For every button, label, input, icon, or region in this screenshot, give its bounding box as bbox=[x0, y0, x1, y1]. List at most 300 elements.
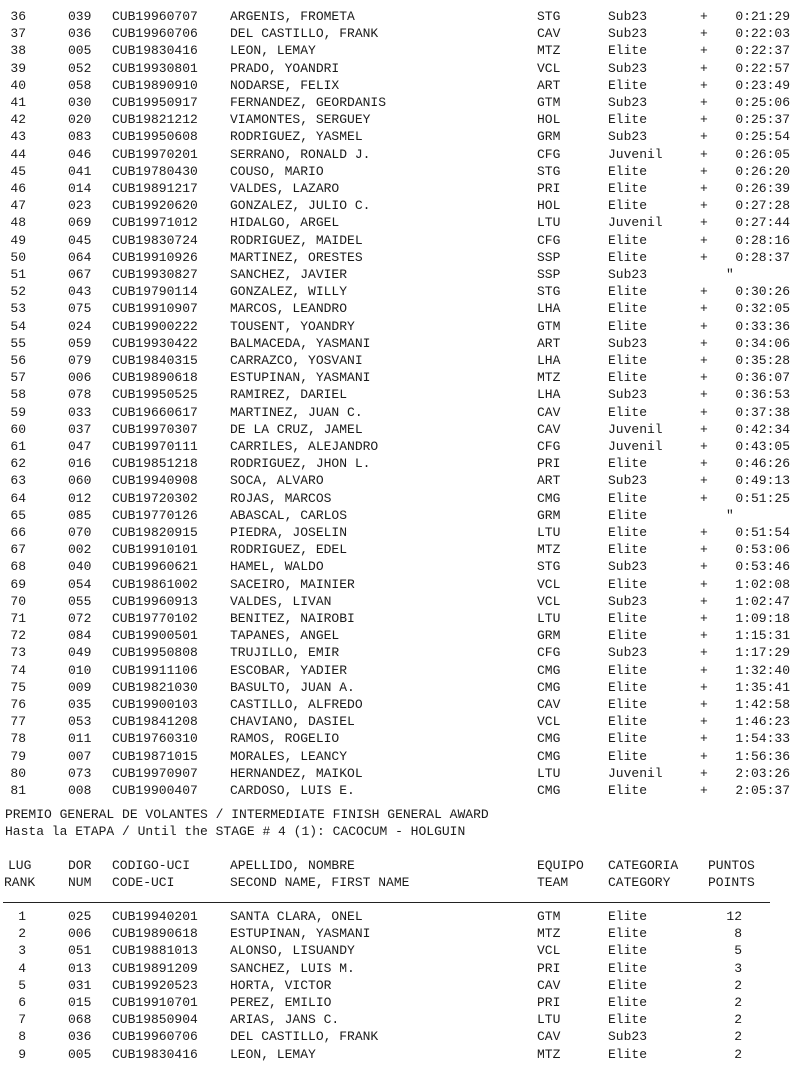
category: Elite bbox=[608, 77, 648, 93]
gap-time: 1:46:23 bbox=[735, 714, 790, 730]
gap-time: 0:25:54 bbox=[735, 129, 790, 145]
gap-time: 1:17:29 bbox=[735, 645, 790, 661]
bib: 049 bbox=[68, 645, 92, 661]
uci-code: CUB19940908 bbox=[112, 473, 198, 489]
team: CAV bbox=[537, 977, 561, 993]
rider-name: RODRIGUEZ, YASMEL bbox=[230, 129, 363, 145]
category: Elite bbox=[608, 662, 648, 678]
team: CAV bbox=[537, 421, 561, 437]
uci-code: CUB19900222 bbox=[112, 318, 198, 334]
gap-time: 1:32:40 bbox=[735, 662, 790, 678]
rank: 45 bbox=[10, 163, 26, 179]
rider-name: HERNANDEZ, MAIKOL bbox=[230, 765, 363, 781]
bib: 035 bbox=[68, 697, 92, 712]
category: Elite bbox=[608, 318, 648, 334]
points: 2 bbox=[734, 1046, 742, 1062]
rank: 64 bbox=[10, 490, 26, 506]
gap-sign: + bbox=[700, 611, 708, 626]
uci-code: CUB19950525 bbox=[112, 387, 198, 403]
rank: 47 bbox=[10, 198, 26, 214]
rank: 73 bbox=[10, 645, 26, 661]
team: CMG bbox=[537, 490, 561, 506]
rank: 57 bbox=[10, 370, 26, 386]
gap-sign: + bbox=[700, 421, 708, 437]
rider-name: SANCHEZ, JAVIER bbox=[230, 267, 348, 282]
gap-sign: + bbox=[700, 198, 708, 214]
bib: 053 bbox=[68, 714, 92, 730]
uci-code: CUB19960706 bbox=[112, 26, 198, 42]
uci-code: CUB19891217 bbox=[112, 181, 198, 196]
rider-name: ESTUPINAN, YASMANI bbox=[230, 926, 371, 942]
rider-name: MARTINEZ, ORESTES bbox=[230, 249, 363, 265]
gap-time: 2:03:26 bbox=[735, 765, 790, 781]
gap-time: 0:53:46 bbox=[735, 559, 790, 575]
bib: 037 bbox=[68, 421, 92, 437]
gap-time: 1:54:33 bbox=[735, 731, 790, 747]
bib: 079 bbox=[68, 353, 92, 368]
rank: 4 bbox=[18, 960, 26, 976]
gap-time: 0:21:29 bbox=[735, 9, 790, 24]
gap-sign: + bbox=[700, 387, 708, 403]
rank: 7 bbox=[18, 1012, 26, 1028]
uci-code: CUB19900501 bbox=[112, 628, 198, 644]
rider-name: DE LA CRUZ, JAMEL bbox=[230, 421, 363, 437]
uci-code: CUB19970907 bbox=[112, 765, 198, 781]
category: Elite bbox=[608, 748, 648, 764]
gap-time: 1:56:36 bbox=[735, 748, 790, 764]
team: STG bbox=[537, 559, 561, 575]
rank: 67 bbox=[10, 542, 26, 558]
bib: 046 bbox=[68, 146, 92, 162]
team: CMG bbox=[537, 662, 561, 678]
category: Sub23 bbox=[608, 9, 648, 24]
uci-code: CUB19881013 bbox=[112, 943, 198, 959]
category: Elite bbox=[608, 181, 648, 196]
gap-time: 0:34:06 bbox=[735, 335, 790, 351]
rider-name: DEL CASTILLO, FRANK bbox=[230, 26, 379, 42]
bib: 014 bbox=[68, 181, 92, 196]
team: PRI bbox=[537, 181, 561, 196]
gap-time: 0:37:38 bbox=[735, 404, 790, 420]
bib: 069 bbox=[68, 215, 92, 231]
rider-name: TRUJILLO, EMIR bbox=[230, 645, 340, 661]
gap-sign: + bbox=[700, 181, 708, 196]
bib: 033 bbox=[68, 404, 92, 420]
points: 2 bbox=[734, 977, 742, 993]
rider-name: PEREZ, EMILIO bbox=[230, 995, 332, 1010]
team: VCL bbox=[537, 714, 561, 730]
category: Elite bbox=[608, 611, 648, 626]
category: Sub23 bbox=[608, 559, 648, 575]
gap-sign: + bbox=[700, 404, 708, 420]
bib: 005 bbox=[68, 43, 92, 59]
category: Elite bbox=[608, 163, 648, 179]
team: CFG bbox=[537, 146, 561, 162]
gap-sign: + bbox=[700, 490, 708, 506]
uci-code: CUB19770126 bbox=[112, 507, 198, 523]
uci-code: CUB19960621 bbox=[112, 559, 198, 575]
category: Elite bbox=[608, 926, 648, 942]
gap-sign: + bbox=[700, 318, 708, 334]
team: GTM bbox=[537, 318, 561, 334]
points: 2 bbox=[734, 1012, 742, 1028]
category: Elite bbox=[608, 370, 648, 386]
uci-code: CUB19970307 bbox=[112, 421, 198, 437]
team: MTZ bbox=[537, 1046, 561, 1062]
category: Sub23 bbox=[608, 593, 648, 609]
rider-name: SOCA, ALVARO bbox=[230, 473, 324, 489]
rank: 56 bbox=[10, 353, 26, 368]
uci-code: CUB19830724 bbox=[112, 232, 198, 248]
bib: 084 bbox=[68, 628, 92, 644]
bib: 036 bbox=[68, 1029, 92, 1045]
rank: 6 bbox=[18, 995, 26, 1010]
bib: 007 bbox=[68, 748, 92, 764]
team: CFG bbox=[537, 645, 561, 661]
rider-name: MARTINEZ, JUAN C. bbox=[230, 404, 363, 420]
team: ART bbox=[537, 77, 561, 93]
gap-time: 0:36:07 bbox=[735, 370, 790, 386]
uci-code: CUB19660617 bbox=[112, 404, 198, 420]
bib: 015 bbox=[68, 995, 92, 1010]
bib: 083 bbox=[68, 129, 92, 145]
team: MTZ bbox=[537, 43, 561, 59]
uci-code: CUB19890910 bbox=[112, 77, 198, 93]
gap-time: 0:25:37 bbox=[735, 112, 790, 128]
gap-time: 2:05:37 bbox=[735, 783, 790, 798]
uci-code: CUB19821030 bbox=[112, 679, 198, 695]
gap-time: 0:22:03 bbox=[735, 26, 790, 42]
rank: 71 bbox=[10, 611, 26, 626]
gap-time: 0:26:39 bbox=[735, 181, 790, 196]
rank: 38 bbox=[10, 43, 26, 59]
category: Elite bbox=[608, 977, 648, 993]
uci-code: CUB19790114 bbox=[112, 284, 198, 300]
gap-time: " bbox=[726, 267, 734, 282]
gap-sign: + bbox=[700, 26, 708, 42]
team: CMG bbox=[537, 679, 561, 695]
gap-time: 0:43:05 bbox=[735, 439, 790, 454]
rider-name: GONZALEZ, JULIO C. bbox=[230, 198, 371, 214]
rank: 46 bbox=[10, 181, 26, 196]
uci-code: CUB19940201 bbox=[112, 909, 198, 924]
gap-time: 1:35:41 bbox=[735, 679, 790, 695]
bib: 064 bbox=[68, 249, 92, 265]
bib: 058 bbox=[68, 77, 92, 93]
gap-time: 0:51:25 bbox=[735, 490, 790, 506]
rider-name: LEON, LEMAY bbox=[230, 43, 316, 59]
category: Elite bbox=[608, 714, 648, 730]
category: Elite bbox=[608, 1012, 648, 1028]
bib: 052 bbox=[68, 60, 92, 76]
rank: 68 bbox=[10, 559, 26, 575]
rank: 50 bbox=[10, 249, 26, 265]
gap-sign: + bbox=[700, 43, 708, 59]
uci-code: CUB19960707 bbox=[112, 9, 198, 24]
gap-time: 0:36:53 bbox=[735, 387, 790, 403]
category: Elite bbox=[608, 490, 648, 506]
team: MTZ bbox=[537, 370, 561, 386]
gap-sign: + bbox=[700, 593, 708, 609]
gap-time: " bbox=[726, 507, 734, 523]
header-team-es: EQUIPO bbox=[537, 858, 584, 873]
category: Elite bbox=[608, 909, 648, 924]
award-title: PREMIO GENERAL DE VOLANTES / INTERMEDIATE FINISH GENERAL AWARD bbox=[5, 807, 489, 822]
rider-name: ARGENIS, FROMETA bbox=[230, 9, 355, 24]
team: LHA bbox=[537, 301, 561, 317]
rider-name: BALMACEDA, YASMANI bbox=[230, 335, 371, 351]
gap-time: 0:28:16 bbox=[735, 232, 790, 248]
uci-code: CUB19950608 bbox=[112, 129, 198, 145]
rider-name: MORALES, LEANCY bbox=[230, 748, 348, 764]
team: LTU bbox=[537, 215, 561, 231]
team: PRI bbox=[537, 995, 561, 1010]
gap-sign: + bbox=[700, 112, 708, 128]
rank: 78 bbox=[10, 731, 26, 747]
category: Elite bbox=[608, 943, 648, 959]
rider-name: RAMIREZ, DARIEL bbox=[230, 387, 348, 403]
points: 5 bbox=[734, 943, 742, 959]
rider-name: RODRIGUEZ, EDEL bbox=[230, 542, 348, 558]
bib: 025 bbox=[68, 909, 92, 924]
rank: 8 bbox=[18, 1029, 26, 1045]
points: 8 bbox=[734, 926, 742, 942]
gap-sign: + bbox=[700, 748, 708, 764]
gap-time: 0:23:49 bbox=[735, 77, 790, 93]
rider-name: PIEDRA, JOSELIN bbox=[230, 525, 348, 540]
rider-name: MARCOS, LEANDRO bbox=[230, 301, 348, 317]
rank: 39 bbox=[10, 60, 26, 76]
uci-code: CUB19820915 bbox=[112, 525, 198, 540]
uci-code: CUB19840315 bbox=[112, 353, 198, 368]
uci-code: CUB19930422 bbox=[112, 335, 198, 351]
uci-code: CUB19960706 bbox=[112, 1029, 198, 1045]
points: 2 bbox=[734, 995, 742, 1010]
gap-sign: + bbox=[700, 370, 708, 386]
award-header-en bbox=[0, 874, 755, 891]
bib: 054 bbox=[68, 576, 92, 592]
gap-sign: + bbox=[700, 335, 708, 351]
category: Juvenil bbox=[608, 439, 663, 454]
team: ART bbox=[537, 473, 561, 489]
category: Elite bbox=[608, 995, 648, 1010]
gap-time: 0:46:26 bbox=[735, 456, 790, 472]
gap-time: 0:26:05 bbox=[735, 146, 790, 162]
rank: 43 bbox=[10, 129, 26, 145]
rider-name: RODRIGUEZ, JHON L. bbox=[230, 456, 371, 472]
gap-sign: + bbox=[700, 697, 708, 712]
category: Elite bbox=[608, 43, 648, 59]
team: CFG bbox=[537, 232, 561, 248]
header-num-en: NUM bbox=[68, 875, 92, 890]
category: Elite bbox=[608, 507, 648, 523]
rank: 36 bbox=[10, 9, 26, 24]
uci-code: CUB19971012 bbox=[112, 215, 198, 231]
team: LTU bbox=[537, 525, 561, 540]
rider-name: CARDOSO, LUIS E. bbox=[230, 783, 355, 798]
points: 3 bbox=[734, 960, 742, 976]
rank: 69 bbox=[10, 576, 26, 592]
rider-name: SERRANO, RONALD J. bbox=[230, 146, 371, 162]
gap-sign: + bbox=[700, 783, 708, 798]
team: HOL bbox=[537, 198, 561, 214]
team: STG bbox=[537, 284, 561, 300]
rider-name: ARIAS, JANS C. bbox=[230, 1012, 340, 1028]
rider-name: LEON, LEMAY bbox=[230, 1046, 316, 1062]
bib: 005 bbox=[68, 1046, 92, 1062]
gap-sign: + bbox=[700, 301, 708, 317]
bib: 006 bbox=[68, 926, 92, 942]
team: GTM bbox=[537, 95, 561, 110]
team: SSP bbox=[537, 249, 561, 265]
team: HOL bbox=[537, 112, 561, 128]
uci-code: CUB19910907 bbox=[112, 301, 198, 317]
header-pts-es: PUNTOS bbox=[708, 858, 755, 873]
rider-name: CASTILLO, ALFREDO bbox=[230, 697, 363, 712]
rank: 79 bbox=[10, 748, 26, 764]
bib: 055 bbox=[68, 593, 92, 609]
bib: 030 bbox=[68, 95, 92, 110]
gap-time: 0:35:28 bbox=[735, 353, 790, 368]
rider-name: ESCOBAR, YADIER bbox=[230, 662, 348, 678]
category: Elite bbox=[608, 576, 648, 592]
rider-name: VALDES, LAZARO bbox=[230, 181, 340, 196]
category: Sub23 bbox=[608, 645, 648, 661]
uci-code: CUB19960913 bbox=[112, 593, 198, 609]
points: 12 bbox=[726, 909, 742, 924]
uci-code: CUB19851218 bbox=[112, 456, 198, 472]
rider-name: ALONSO, LISUANDY bbox=[230, 943, 355, 959]
team: LHA bbox=[537, 353, 561, 368]
category: Juvenil bbox=[608, 146, 663, 162]
team: CAV bbox=[537, 26, 561, 42]
uci-code: CUB19850904 bbox=[112, 1012, 198, 1028]
category: Elite bbox=[608, 353, 648, 368]
header-name-en: SECOND NAME, FIRST NAME bbox=[230, 875, 410, 890]
gap-time: 1:09:18 bbox=[735, 611, 790, 626]
rank: 59 bbox=[10, 404, 26, 420]
header-name-es: APELLIDO, NOMBRE bbox=[230, 858, 355, 873]
rank: 66 bbox=[10, 525, 26, 540]
rider-name: TOUSENT, YOANDRY bbox=[230, 318, 355, 334]
uci-code: CUB19900407 bbox=[112, 783, 198, 798]
rider-name: HIDALGO, ARGEL bbox=[230, 215, 340, 231]
category: Elite bbox=[608, 232, 648, 248]
bib: 006 bbox=[68, 370, 92, 386]
uci-code: CUB19950808 bbox=[112, 645, 198, 661]
category: Sub23 bbox=[608, 335, 648, 351]
rider-name: CARRILES, ALEJANDRO bbox=[230, 439, 379, 454]
header-rank-en: RANK bbox=[4, 875, 36, 890]
rider-name: HAMEL, WALDO bbox=[230, 559, 324, 575]
bib: 045 bbox=[68, 232, 92, 248]
gap-sign: + bbox=[700, 249, 708, 265]
rider-name: PRADO, YOANDRI bbox=[230, 60, 340, 76]
header-cat-es: CATEGORIA bbox=[608, 858, 679, 873]
rider-name: CARRAZCO, YOSVANI bbox=[230, 353, 363, 368]
team: CAV bbox=[537, 404, 561, 420]
bib: 016 bbox=[68, 456, 92, 472]
bib: 009 bbox=[68, 679, 92, 695]
rank: 2 bbox=[18, 926, 26, 942]
rank: 81 bbox=[10, 783, 26, 798]
category: Elite bbox=[608, 1046, 648, 1062]
rider-name: SACEIRO, MAINIER bbox=[230, 576, 355, 592]
gap-time: 0:53:06 bbox=[735, 542, 790, 558]
team: STG bbox=[537, 9, 561, 24]
rider-name: ESTUPINAN, YASMANI bbox=[230, 370, 371, 386]
gap-sign: + bbox=[700, 232, 708, 248]
team: CAV bbox=[537, 697, 561, 712]
rank: 70 bbox=[10, 593, 26, 609]
uci-code: CUB19930801 bbox=[112, 60, 198, 76]
team: LTU bbox=[537, 1012, 561, 1028]
gap-time: 0:22:37 bbox=[735, 43, 790, 59]
rider-name: GONZALEZ, WILLY bbox=[230, 284, 348, 300]
rank: 61 bbox=[10, 439, 26, 454]
rank: 5 bbox=[18, 977, 26, 993]
bib: 011 bbox=[68, 731, 92, 747]
gap-sign: + bbox=[700, 576, 708, 592]
gap-time: 0:22:57 bbox=[735, 60, 790, 76]
uci-code: CUB19821212 bbox=[112, 112, 198, 128]
category: Elite bbox=[608, 731, 648, 747]
gap-sign: + bbox=[700, 731, 708, 747]
team: GRM bbox=[537, 129, 561, 145]
rank: 72 bbox=[10, 628, 26, 644]
rank: 1 bbox=[18, 909, 26, 924]
rank: 74 bbox=[10, 662, 26, 678]
bib: 072 bbox=[68, 611, 92, 626]
bib: 031 bbox=[68, 977, 92, 993]
bib: 078 bbox=[68, 387, 92, 403]
category: Sub23 bbox=[608, 267, 648, 282]
category: Juvenil bbox=[608, 765, 663, 781]
points: 2 bbox=[734, 1029, 742, 1045]
rank: 76 bbox=[10, 697, 26, 712]
gap-sign: + bbox=[700, 765, 708, 781]
bib: 008 bbox=[68, 783, 92, 798]
rank: 40 bbox=[10, 77, 26, 93]
bib: 047 bbox=[68, 439, 92, 454]
rider-name: SANCHEZ, LUIS M. bbox=[230, 960, 355, 976]
rank: 37 bbox=[10, 26, 26, 42]
header-code-en: CODE-UCI bbox=[112, 875, 175, 890]
bib: 024 bbox=[68, 318, 92, 334]
rank: 75 bbox=[10, 679, 26, 695]
team: LTU bbox=[537, 611, 561, 626]
bib: 012 bbox=[68, 490, 92, 506]
gap-time: 0:30:26 bbox=[735, 284, 790, 300]
rider-name: VIAMONTES, SERGUEY bbox=[230, 112, 371, 128]
rank: 44 bbox=[10, 146, 26, 162]
uci-code: CUB19861002 bbox=[112, 576, 198, 592]
uci-code: CUB19770102 bbox=[112, 611, 198, 626]
gap-sign: + bbox=[700, 645, 708, 661]
uci-code: CUB19970111 bbox=[112, 439, 198, 454]
header-team-en: TEAM bbox=[537, 875, 569, 890]
award-subtitle: Hasta la ETAPA / Until the STAGE # 4 (1): CACOCUM - HOLGUIN bbox=[5, 824, 466, 839]
gap-time: 0:27:28 bbox=[735, 198, 790, 214]
header-num-es: DOR bbox=[68, 858, 92, 873]
bib: 041 bbox=[68, 163, 92, 179]
team: GRM bbox=[537, 628, 561, 644]
uci-code: CUB19910701 bbox=[112, 995, 198, 1010]
bib: 070 bbox=[68, 525, 92, 540]
gap-sign: + bbox=[700, 60, 708, 76]
rider-name: COUSO, MARIO bbox=[230, 163, 324, 179]
rank: 77 bbox=[10, 714, 26, 730]
